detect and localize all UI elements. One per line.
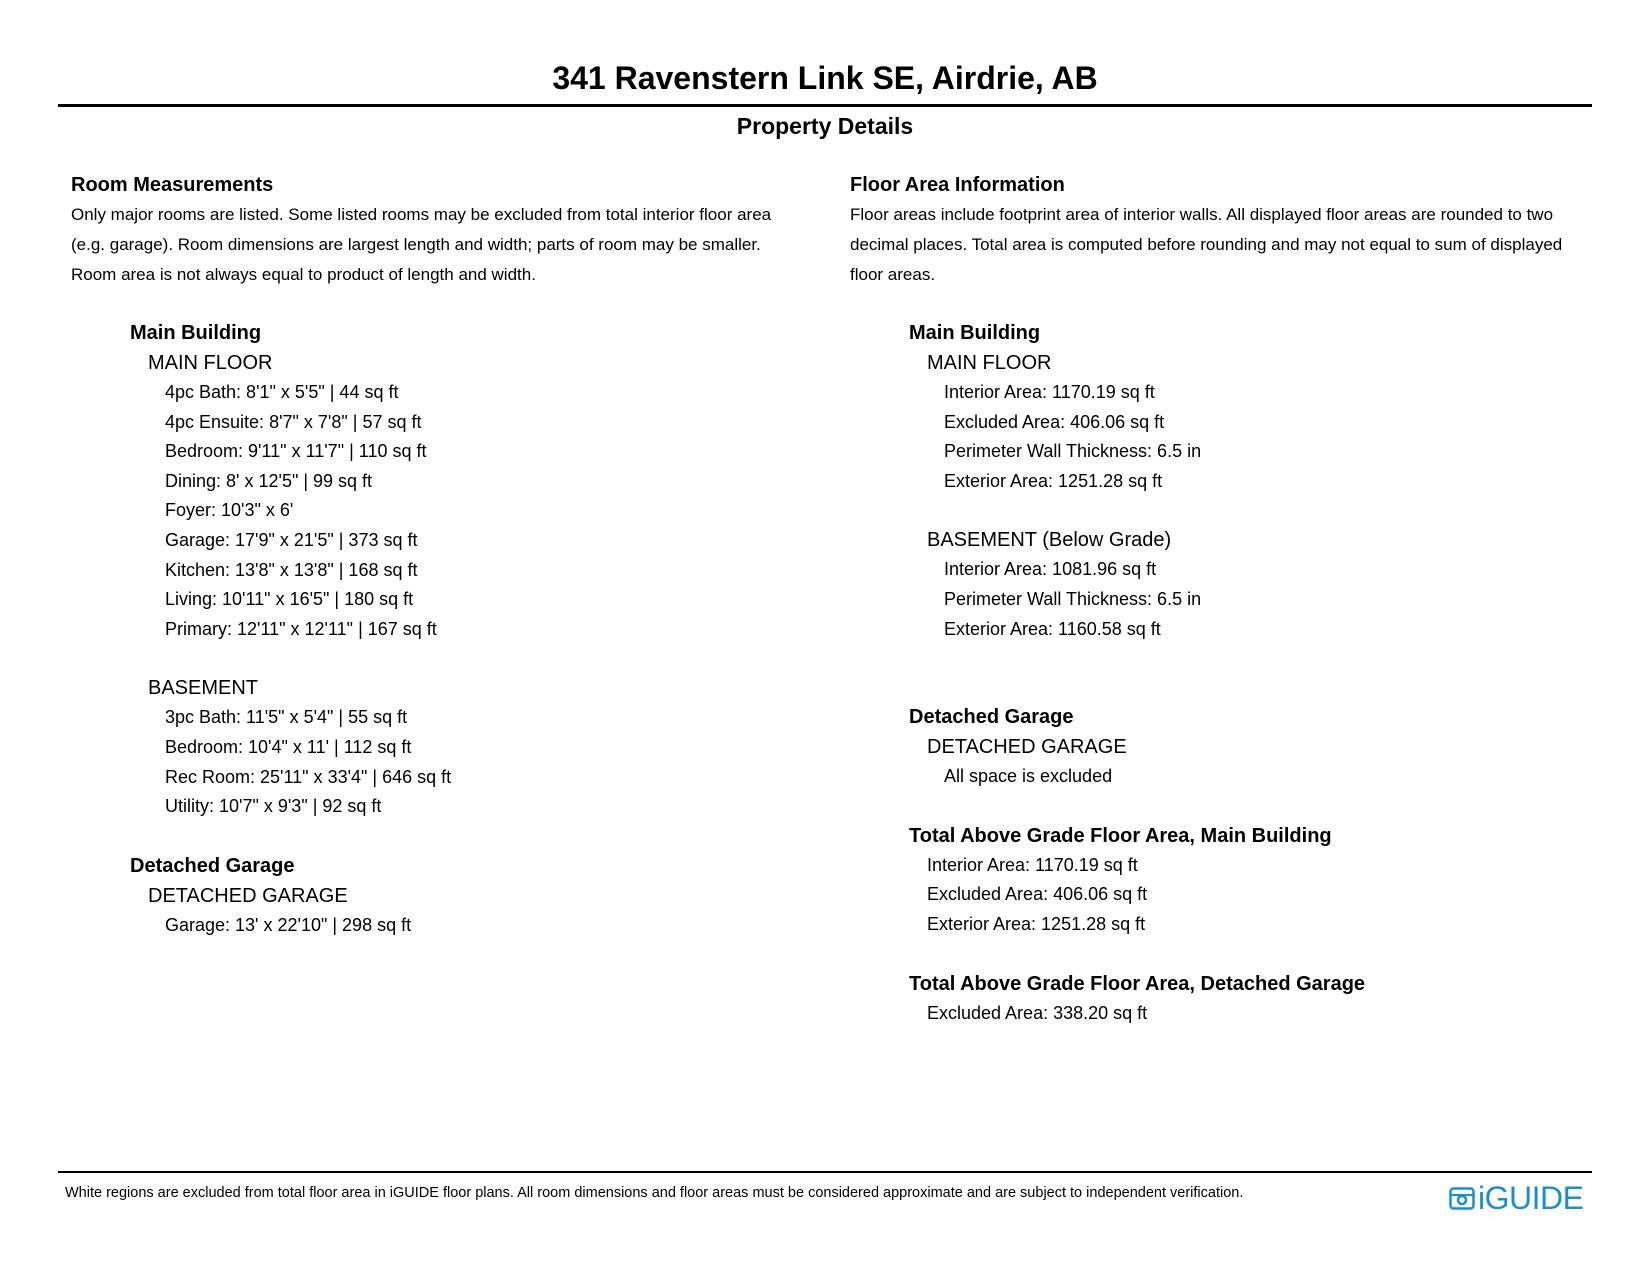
total-line: Exterior Area: 1251.28 sq ft — [927, 913, 1146, 934]
iguide-logo — [1449, 1181, 1583, 1215]
room-item: Garage: 17'9" x 21'5" | 373 sq ft — [165, 529, 418, 550]
room-item: Bedroom: 9'11" x 11'7" | 110 sq ft — [165, 441, 427, 462]
area-item: Exterior Area: 1251.28 sq ft — [944, 470, 1163, 491]
room-measurements-title: Room Measurements — [71, 174, 274, 196]
area-main-building — [909, 318, 1610, 1028]
floor-area-section — [850, 170, 1610, 1028]
room-note-line: (e.g. garage). Room dimensions are largest length and width; parts of room may be smaller. — [71, 235, 761, 254]
area-item: Exterior Area: 1160.58 sq ft — [944, 618, 1161, 639]
main-floor-room-list — [165, 378, 811, 644]
garage-room-list — [165, 911, 811, 941]
total-title: Total Above Grade Floor Area, Detached Garage — [909, 972, 1366, 995]
floor-title: MAIN FLOOR — [927, 352, 1052, 374]
room-main-building — [130, 318, 811, 940]
room-item: Foyer: 10'3" x 6' — [165, 500, 294, 521]
basement-area-list — [944, 555, 1610, 644]
camera-icon — [1449, 1185, 1475, 1211]
floor-note-line: floor areas. — [850, 265, 936, 284]
room-item: 4pc Ensuite: 8'7" x 7'8" | 57 sq ft — [165, 411, 422, 432]
floor-title: BASEMENT (Below Grade) — [927, 529, 1172, 552]
area-item: Perimeter Wall Thickness: 6.5 in — [944, 441, 1202, 462]
total-line: Interior Area: 1170.19 sq ft — [927, 854, 1138, 875]
floor-title: MAIN FLOOR — [148, 352, 273, 374]
room-item: Dining: 8' x 12'5" | 99 sq ft — [165, 470, 373, 491]
building-title: Main Building — [130, 322, 262, 344]
page-subtitle: Property Details — [736, 113, 914, 139]
page-title: 341 Ravenstern Link SE, Airdrie, AB — [552, 60, 1098, 96]
room-item: Living: 10'11" x 16'5" | 180 sq ft — [165, 589, 414, 610]
area-item: Perimeter Wall Thickness: 6.5 in — [944, 588, 1202, 609]
footer-divider — [58, 1171, 1592, 1173]
building-title: Detached Garage — [909, 706, 1074, 729]
floor-title: DETACHED GARAGE — [927, 736, 1127, 759]
area-item: Interior Area: 1170.19 sq ft — [944, 382, 1155, 402]
area-item: Excluded Area: 406.06 sq ft — [944, 411, 1165, 432]
room-item: Rec Room: 25'11" x 33'4" | 646 sq ft — [165, 766, 452, 787]
room-item: Utility: 10'7" x 9'3" | 92 sq ft — [165, 796, 382, 817]
room-item: 4pc Bath: 8'1" x 5'5" | 44 sq ft — [165, 382, 399, 402]
floor-note-line: decimal places. Total area is computed before rounding and may not equal to sum of displayed — [850, 235, 1563, 254]
room-item: Primary: 12'11" x 12'11" | 167 sq ft — [165, 618, 437, 639]
main-floor-area-list — [944, 378, 1610, 496]
total-title: Total Above Grade Floor Area, Main Building — [909, 824, 1332, 847]
footer-disclaimer: White regions are excluded from total floor area in iGUIDE floor plans. All room dimensions and floor areas must be considered approximate and are subject to independent verification. — [65, 1185, 1244, 1201]
logo-text: iGUIDE — [1478, 1180, 1584, 1216]
floor-title: BASEMENT — [148, 677, 259, 700]
room-note-line: Room area is not always equal to product of length and width. — [71, 265, 536, 284]
floor-area-title: Floor Area Information — [850, 174, 1065, 196]
area-item: All space is excluded — [944, 766, 1113, 787]
header-divider — [58, 104, 1592, 107]
room-item: Bedroom: 10'4" x 11' | 112 sq ft — [165, 736, 412, 757]
garage-area-list — [944, 762, 1610, 792]
basement-room-list — [165, 703, 811, 821]
room-item: Kitchen: 13'8" x 13'8" | 168 sq ft — [165, 559, 418, 580]
room-note-line: Only major rooms are listed. Some listed rooms may be excluded from total interior floor area — [71, 205, 772, 224]
total-line: Excluded Area: 338.20 sq ft — [927, 1002, 1148, 1023]
building-title: Detached Garage — [130, 854, 295, 877]
floor-title: DETACHED GARAGE — [148, 884, 348, 907]
building-title: Main Building — [909, 322, 1041, 344]
room-measurements-section — [71, 170, 811, 940]
room-item: 3pc Bath: 11'5" x 5'4" | 55 sq ft — [165, 707, 408, 728]
area-item: Interior Area: 1081.96 sq ft — [944, 559, 1157, 580]
room-item: Garage: 13' x 22'10" | 298 sq ft — [165, 914, 412, 935]
total-line: Excluded Area: 406.06 sq ft — [927, 884, 1148, 905]
floor-note-line: Floor areas include footprint area of interior walls. All displayed floor areas are rounded to two — [850, 205, 1554, 224]
